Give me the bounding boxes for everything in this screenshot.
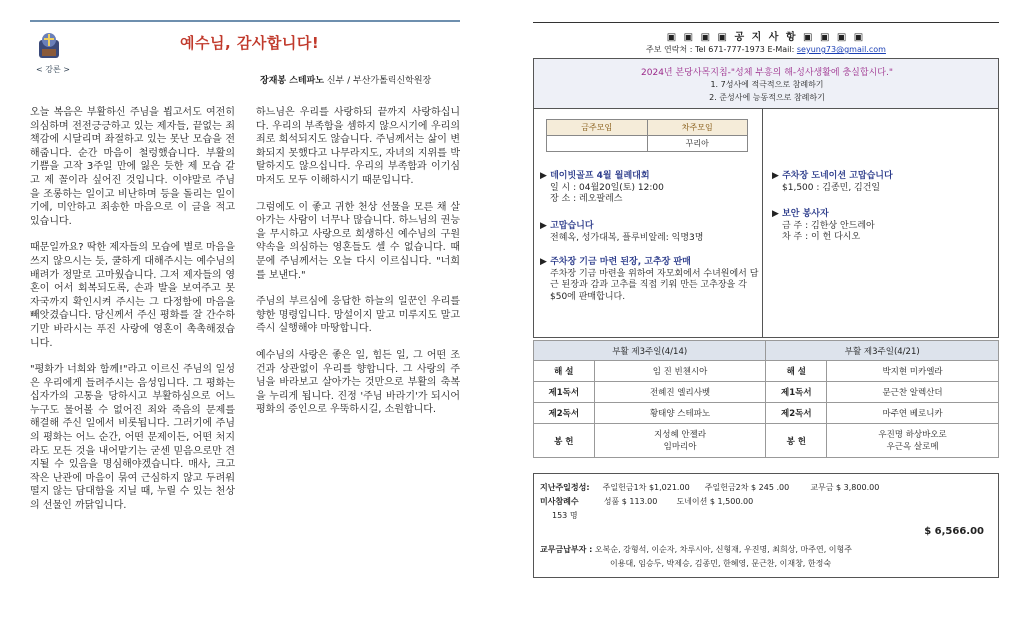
mission-box bbox=[533, 58, 999, 108]
role-name: 임 진 빈첸시아 bbox=[594, 361, 766, 382]
role-label: 해 설 bbox=[766, 361, 827, 382]
parking-text: 주차장 기금 마련을 위하여 자모회에서 수녀원에서 담근 된장과 감과 고추를 직접 키워 만든 고추장을 각 $50에 판매합니다. bbox=[550, 268, 759, 302]
role-label: 제2독서 bbox=[766, 403, 827, 424]
parking-notice bbox=[540, 257, 760, 303]
paragraph: 그럼에도 이 좋고 귀한 천상 선물을 모른 채 살아가는 사람이 너무나 많습니다. 하느님의 권능을 무시하고 사랑으로 희생하신 예수님의 구원 약속을 의심하는 영혼들도 셀 수 없습니다. 때문에 주님께서는 오늘 다시 이르십니다. "너희를 보낸다." bbox=[256, 201, 460, 281]
role-label: 해 설 bbox=[534, 361, 595, 382]
role-name: 전혜진 엘리사벳 bbox=[594, 382, 766, 403]
homily-page bbox=[30, 20, 460, 610]
church-logo-icon bbox=[38, 32, 60, 58]
homily-column-1 bbox=[30, 106, 235, 526]
column-divider bbox=[762, 109, 763, 337]
top-divider bbox=[30, 20, 460, 22]
author-name: 장재봉 스테파노 bbox=[260, 76, 324, 86]
meeting-table bbox=[546, 119, 748, 152]
role-name: 지성혜 안젤라 임마리아 bbox=[594, 424, 766, 458]
contact-line bbox=[533, 44, 999, 55]
meeting-value bbox=[547, 136, 648, 152]
email-link[interactable]: seyung73@gmail.com bbox=[796, 45, 886, 54]
role-name: 마주연 베로니카 bbox=[827, 403, 999, 424]
donors-list: 오복순, 강형석, 이순자, 차루시아, 신형재, 우진명, 최희상, 마주연, 이형주 bbox=[594, 545, 852, 554]
donors-label: 교무금납부자 : bbox=[540, 545, 593, 554]
donors-list-2: 이용대, 임승두, 박제승, 김종민, 한혜영, 문근찬, 이재창, 한정숙 bbox=[610, 559, 832, 568]
finance-label: 미사참례수 bbox=[540, 497, 579, 506]
finance-label: 지난주일정성: bbox=[540, 483, 590, 492]
meeting-value: 꾸리아 bbox=[647, 136, 748, 152]
notice-title: ▣ ▣ ▣ ▣ 공 지 사 항 ▣ ▣ ▣ ▣ bbox=[666, 32, 866, 43]
role-name: 문근찬 알렉산더 bbox=[827, 382, 999, 403]
donation-notice bbox=[772, 171, 992, 194]
role-label: 봉 헌 bbox=[766, 424, 827, 458]
top-divider bbox=[533, 22, 999, 23]
donation-title: ▶ 주차장 도네이션 고맙습니다 bbox=[772, 171, 992, 183]
contact-label: 주보 연락처 : Tel 671-777-1973 E-Mail: bbox=[646, 45, 797, 54]
donation-text: $1,500 : 김종민, 김건일 bbox=[782, 182, 881, 193]
mission-item: 1. 7성사에 적극적으로 참례하기 bbox=[710, 80, 824, 89]
finance-total: $ 6,566.00 bbox=[924, 526, 984, 537]
donors-row bbox=[540, 544, 852, 555]
meeting-header: 차주모임 bbox=[647, 120, 748, 136]
paragraph: 때문일까요? 딱한 제자들의 모습에 별로 마음을 쓰지 않으시는 듯, 쿨하게 대해주시는 예수님의 배려가 정말로 고마웠습니다. 그저 제자들의 영혼이 어서 회복되도록, 손과 발을 보여주고 못자국까지 확인시켜 주시는 그 다정함에 마음을 빼앗겼습니다. 당신께서 주신 평화를 잘 간수하기만 바라시는 푸진 사랑에 영혼이 촉촉해졌습니다. bbox=[30, 242, 235, 349]
notice-page bbox=[533, 22, 999, 582]
volunteer-this-week: 금 주 : 김한상 안드레아 bbox=[782, 220, 875, 231]
liturgy-schedule-table bbox=[533, 340, 999, 458]
author-title: 신부 / 부산가톨릭신학원장 bbox=[324, 76, 432, 86]
finance-item: 주일헌금1차 $1,021.00 bbox=[602, 483, 690, 492]
volunteer-notice bbox=[772, 209, 992, 244]
paragraph: "평화가 너희와 함께!"라고 이르신 주님의 일성은 우리에게 들려주시는 음성입니다. 그 평화는 십자가의 고통을 당하시고 부활하심으로 어느 누구도 물어볼 수 없어진 죄와 죽음의 문제를 해결해 주신 일에서 비롯됩니다. 그러기에 주님의 평화는 어느 순간, 어떤 문제이든, 어떤 처지라도 모든 것을 내어맡기는 굳센 믿음으로만 견지될 수 있음을 명심해야겠습니다. 매사, 크고 작은 난관에 마음이 묶여 근심하지 않고 두려워 떨지 않는 담대함을 지닐 때, 누릴 수 있는 천상의 선물인 까닭입니다. bbox=[30, 364, 235, 512]
paragraph: 주님의 부르심에 응답한 하늘의 일꾼인 우리를 향한 명령입니다. 망설이지 말고 미루지도 말고 즉시 실행해야 마땅합니다. bbox=[256, 296, 460, 335]
role-label: 제2독서 bbox=[534, 403, 595, 424]
week-header: 부활 제3주일(4/21) bbox=[766, 341, 999, 361]
byline bbox=[260, 73, 431, 86]
mission-item: 2. 준성사에 능동적으로 참례하기 bbox=[709, 93, 825, 102]
volunteer-title: ▶ 보안 봉사자 bbox=[772, 209, 992, 221]
role-label: 봉 헌 bbox=[534, 424, 595, 458]
thanks-title: ▶ 고맙습니다 bbox=[540, 221, 755, 233]
golf-date: 일 시 : 04월20일(토) 12:00 bbox=[550, 182, 664, 193]
finance-row-1 bbox=[540, 482, 879, 493]
paragraph: 예수님의 사랑은 좋은 일, 힘든 일, 그 어떤 조건과 상관없이 우리를 향합니다. 그 사랑의 주님을 바라보고 살아가는 것만으로 부활의 축복을 누리게 됩니다. 진정 '주님 바라기'가 되시어 평화의 증인으로 우뚝하시길, 소원합니다. bbox=[256, 349, 460, 416]
role-name: 박지현 미카엘라 bbox=[827, 361, 999, 382]
homily-title: 예수님, 감사합니다! bbox=[180, 34, 320, 52]
attendance: 153 명 bbox=[552, 511, 578, 520]
golf-place: 장 소 : 레오팔레스 bbox=[550, 194, 623, 204]
role-name: 황태양 스테파노 bbox=[594, 403, 766, 424]
role-label: 제1독서 bbox=[534, 382, 595, 403]
logo-caption: < 강론 > bbox=[36, 65, 70, 74]
paragraph: 하느님은 우리를 사랑하되 끝까지 사랑하십니다. 우리의 부족함을 셈하지 않으시기에 우리의 죄로 희석되지도 않습니다. 주님께서는 삶이 변화되지 못했다고 나무라지도, 자녀의 지위를 박탈하지도 않으십니다. 우리의 부족함과 이기심마저도 모두 이해하시기 때문입니다. bbox=[256, 107, 460, 186]
finance-box bbox=[533, 473, 999, 578]
thanks-notice bbox=[540, 221, 755, 244]
paragraph: 오늘 복음은 부활하신 주님을 뵙고서도 여전히 의심하며 전전긍긍하고 있는 제자들, 끝없는 죄책감에 시달리며 좌절하고 있는 못난 모습을 전해줍니다. 순간 마음이 철렁했습니다. 부활의 기쁨을 고작 3주일 만에 잃은 듯한 제 모습 같고 제 꼴이라 싶어진 것입니다. 이야말로 주님을 조롱하는 일이고 비난하며 등을 돌리는 일이기에, 미안하고 죄송한 마음으로 이 글을 적고 있습니다. bbox=[30, 107, 235, 227]
role-name: 우진명 하상바오로 우근옥 살로메 bbox=[827, 424, 999, 458]
mission-line: 2024년 본당사목지침-"성체 부흥의 해-성사생활에 충실합시다." bbox=[641, 68, 893, 78]
role-label: 제1독서 bbox=[766, 382, 827, 403]
finance-item: 성품 $ 113.00 bbox=[603, 497, 658, 506]
announcements-box bbox=[533, 108, 999, 338]
week-header: 부활 제3주일(4/14) bbox=[534, 341, 766, 361]
finance-item: 주일헌금2차 $ 245 .00 bbox=[704, 483, 790, 492]
finance-item: 도네이션 $ 1,500.00 bbox=[676, 497, 754, 506]
golf-notice bbox=[540, 171, 755, 206]
golf-title: ▶ 데이빗골프 4월 월례대회 bbox=[540, 171, 755, 183]
finance-item: 교무금 $ 3,800.00 bbox=[810, 483, 880, 492]
meeting-header: 금주모임 bbox=[547, 120, 648, 136]
homily-column-2 bbox=[256, 106, 460, 430]
parking-title: ▶ 주차장 기금 마련 된장, 고추장 판매 bbox=[540, 257, 760, 269]
thanks-text: 전혜옥, 성가대복, 플루비알레: 익명3명 bbox=[550, 232, 704, 243]
finance-row-2 bbox=[540, 496, 753, 507]
volunteer-next-week: 차 주 : 이 헌 다시오 bbox=[782, 232, 861, 242]
